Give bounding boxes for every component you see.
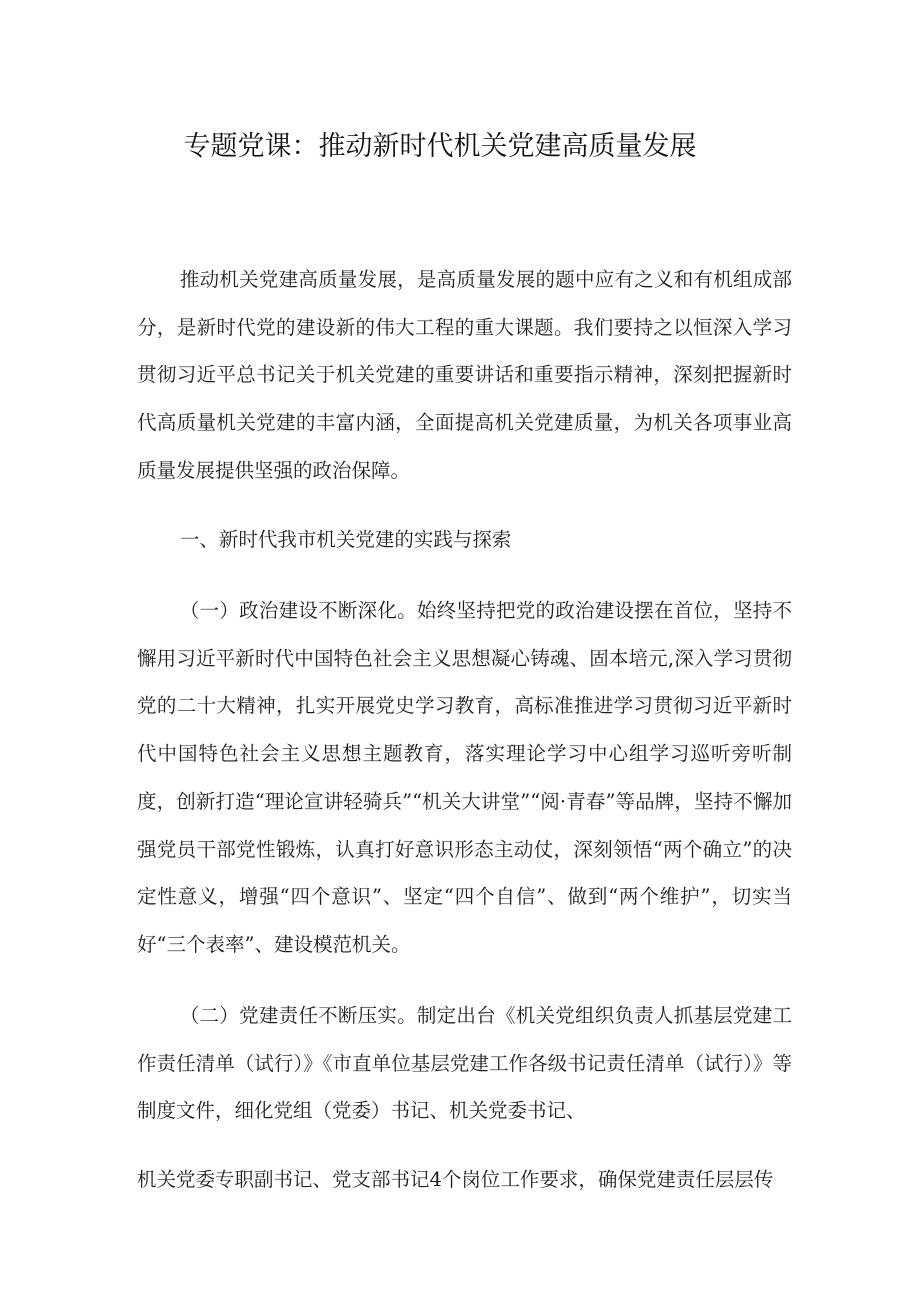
paragraph-political-building: （一）政治建设不断深化。始终坚持把党的政治建设摆在首位，坚持不懈用习近平新时代中国特色社会主义思想凝心铸魂、固本培元,深入学习贯彻党的二十大精神，扎实开展党史学习教育，高标准推进学习贯彻习近平新时代中国特色社会主义思想主题教育，落实理论学习中心组学习巡听旁听制度，创新打造“理论宣讲轻骑兵”“机关大讲堂”“阅·青春”等品牌，坚持不懈加强党员干部党性锻炼，认真打好意识形态主动仗，深刻领悟“两个确立”的决定性意义，增强“四个意识”、坚定“四个自信”、做到“两个维护”，切实当好“三个表率”、建设模范机关。 bbox=[137, 599, 792, 956]
section-heading: 一、新时代我市机关党建的实践与探索 bbox=[179, 528, 512, 551]
page-title: 专题党课：推动新时代机关党建高质量发展 bbox=[183, 131, 697, 162]
intro-paragraph: 推动机关党建高质量发展，是高质量发展的题中应有之义和有机组成部分，是新时代党的建设新的伟大工程的重大课题。我们要持之以恒深入学习贯彻习近平总书记关于机关党建的重要讲话和重要指示精神，深刻把握新时代高质量机关党建的丰富内涵，全面提高机关党建质量，为机关各项事业高质量发展提供坚强的政治保障。 bbox=[137, 268, 792, 482]
paragraph-continuation-line: 机关党委专职副书记、党支部书记4个岗位工作要求，确保党建责任层层传 bbox=[137, 1168, 774, 1191]
paragraph-party-responsibility: （二）党建责任不断压实。制定出台《机关党组织负责人抓基层党建工作责任清单（试行）》《市直单位基层党建工作各级书记责任清单（试行）》等制度文件，细化党组（党委）书记、机关党委书记、 bbox=[137, 1004, 792, 1123]
